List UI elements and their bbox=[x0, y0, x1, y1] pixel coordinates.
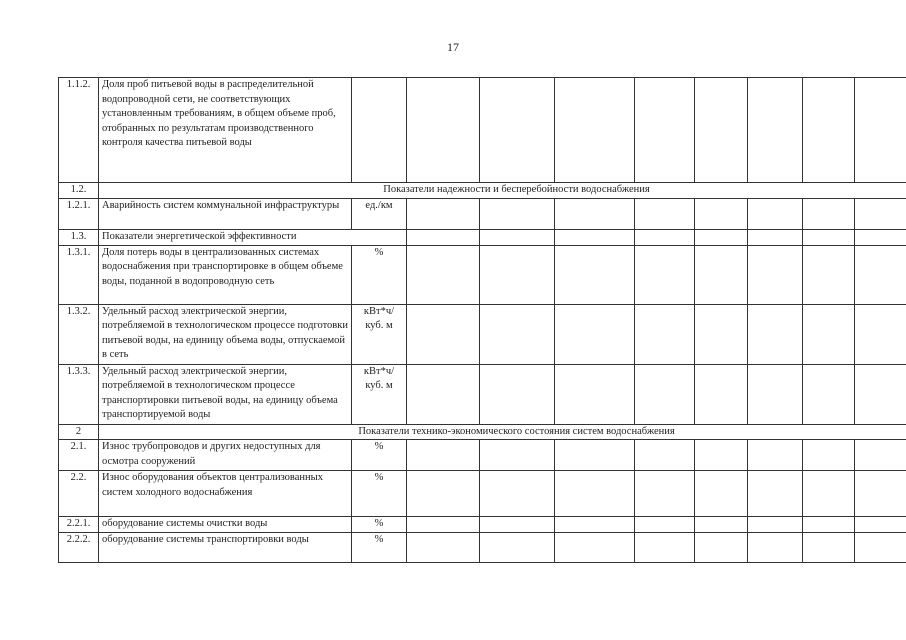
value-cell bbox=[480, 78, 555, 183]
value-cell bbox=[803, 304, 855, 364]
value-cell bbox=[855, 245, 906, 304]
unit-cell: % bbox=[352, 471, 407, 517]
row-number: 1.3.3. bbox=[59, 364, 99, 424]
value-cell bbox=[803, 199, 855, 230]
value-cell bbox=[748, 304, 803, 364]
value-cell bbox=[855, 304, 906, 364]
value-cell bbox=[555, 304, 635, 364]
value-cell bbox=[748, 364, 803, 424]
value-cell bbox=[855, 364, 906, 424]
value-cell bbox=[748, 230, 803, 246]
value-cell bbox=[635, 517, 695, 533]
indicator-name: Износ оборудования объектов централизованных систем холодного водоснабжения bbox=[99, 471, 352, 517]
value-cell bbox=[555, 199, 635, 230]
unit-cell: кВт*ч/ куб. м bbox=[352, 364, 407, 424]
value-cell bbox=[407, 517, 480, 533]
row-number: 1.3.1. bbox=[59, 245, 99, 304]
value-cell bbox=[803, 440, 855, 471]
value-cell bbox=[480, 471, 555, 517]
value-cell bbox=[555, 532, 635, 562]
value-cell bbox=[480, 199, 555, 230]
value-cell bbox=[635, 199, 695, 230]
indicator-name: Доля потерь воды в централизованных системах водоснабжения при транспортировке в общем объеме воды, поданной в водопроводную сеть bbox=[99, 245, 352, 304]
value-cell bbox=[555, 245, 635, 304]
value-cell bbox=[407, 78, 480, 183]
value-cell bbox=[555, 440, 635, 471]
value-cell bbox=[635, 304, 695, 364]
value-cell bbox=[480, 364, 555, 424]
value-cell bbox=[695, 532, 748, 562]
indicator-name: Удельный расход электрической энергии, потребляемой в технологическом процессе подготовки питьевой воды, на единицу объема воды, отпускаемой в сеть bbox=[99, 304, 352, 364]
table-row bbox=[59, 440, 906, 471]
table-row bbox=[59, 471, 906, 517]
value-cell bbox=[855, 199, 906, 230]
unit-cell bbox=[352, 78, 407, 183]
value-cell bbox=[695, 440, 748, 471]
value-cell bbox=[635, 230, 695, 246]
value-cell bbox=[748, 78, 803, 183]
indicator-name: Износ трубопроводов и других недоступных для осмотра сооружений bbox=[99, 440, 352, 471]
value-cell bbox=[555, 230, 635, 246]
value-cell bbox=[407, 245, 480, 304]
indicator-name: Аварийность систем коммунальной инфраструктуры bbox=[99, 199, 352, 230]
unit-cell: % bbox=[352, 440, 407, 471]
value-cell bbox=[695, 230, 748, 246]
table-row bbox=[59, 532, 906, 562]
value-cell bbox=[803, 471, 855, 517]
unit-cell: % bbox=[352, 245, 407, 304]
value-cell bbox=[480, 532, 555, 562]
section-title: Показатели надежности и бесперебойности водоснабжения bbox=[99, 183, 906, 199]
indicator-name: Доля проб питьевой воды в распределительной водопроводной сети, не соответствующих установленным требованиям, в общем объеме проб, отобранных по результатам производственного контроля качества питьевой воды bbox=[99, 78, 352, 183]
row-number: 1.3.2. bbox=[59, 304, 99, 364]
value-cell bbox=[803, 230, 855, 246]
value-cell bbox=[748, 471, 803, 517]
value-cell bbox=[748, 532, 803, 562]
value-cell bbox=[803, 532, 855, 562]
indicator-name: оборудование системы транспортировки воды bbox=[99, 532, 352, 562]
value-cell bbox=[748, 517, 803, 533]
value-cell bbox=[748, 199, 803, 230]
value-cell bbox=[480, 304, 555, 364]
value-cell bbox=[635, 364, 695, 424]
value-cell bbox=[407, 199, 480, 230]
value-cell bbox=[855, 440, 906, 471]
value-cell bbox=[635, 471, 695, 517]
value-cell bbox=[803, 78, 855, 183]
row-number: 1.2. bbox=[59, 183, 99, 199]
row-number: 2.2.2. bbox=[59, 532, 99, 562]
value-cell bbox=[748, 245, 803, 304]
value-cell bbox=[855, 78, 906, 183]
row-number: 1.2.1. bbox=[59, 199, 99, 230]
value-cell bbox=[695, 364, 748, 424]
unit-cell: ед./км bbox=[352, 199, 407, 230]
value-cell bbox=[695, 245, 748, 304]
section-row bbox=[59, 424, 906, 440]
value-cell bbox=[803, 364, 855, 424]
row-number: 2.2. bbox=[59, 471, 99, 517]
value-cell bbox=[480, 230, 555, 246]
unit-cell: % bbox=[352, 517, 407, 533]
value-cell bbox=[555, 78, 635, 183]
value-cell bbox=[803, 245, 855, 304]
unit-cell: % bbox=[352, 532, 407, 562]
value-cell bbox=[855, 230, 906, 246]
row-number: 2.2.1. bbox=[59, 517, 99, 533]
table-row bbox=[59, 364, 906, 424]
row-number: 1.1.2. bbox=[59, 78, 99, 183]
table-row bbox=[59, 78, 906, 183]
value-cell bbox=[635, 245, 695, 304]
value-cell bbox=[635, 440, 695, 471]
value-cell bbox=[855, 517, 906, 533]
value-cell bbox=[407, 471, 480, 517]
unit-cell: кВт*ч/ куб. м bbox=[352, 304, 407, 364]
value-cell bbox=[480, 245, 555, 304]
section-row bbox=[59, 230, 906, 246]
table-row bbox=[59, 304, 906, 364]
table-row bbox=[59, 517, 906, 533]
value-cell bbox=[407, 364, 480, 424]
value-cell bbox=[748, 440, 803, 471]
value-cell bbox=[555, 517, 635, 533]
value-cell bbox=[555, 364, 635, 424]
value-cell bbox=[480, 440, 555, 471]
indicator-name: оборудование системы очистки воды bbox=[99, 517, 352, 533]
value-cell bbox=[855, 471, 906, 517]
value-cell bbox=[635, 78, 695, 183]
value-cell bbox=[555, 471, 635, 517]
value-cell bbox=[695, 517, 748, 533]
value-cell bbox=[480, 517, 555, 533]
value-cell bbox=[407, 440, 480, 471]
page-number: 17 bbox=[447, 40, 459, 54]
section-row bbox=[59, 183, 906, 199]
section-title: Показатели технико-экономического состояния систем водоснабжения bbox=[99, 424, 906, 440]
row-number: 2.1. bbox=[59, 440, 99, 471]
row-number: 1.3. bbox=[59, 230, 99, 246]
value-cell bbox=[695, 304, 748, 364]
subsection-title: Показатели энергетической эффективности bbox=[99, 230, 407, 246]
value-cell bbox=[695, 471, 748, 517]
value-cell bbox=[407, 230, 480, 246]
value-cell bbox=[407, 304, 480, 364]
value-cell bbox=[407, 532, 480, 562]
value-cell bbox=[635, 532, 695, 562]
value-cell bbox=[695, 78, 748, 183]
indicators-table bbox=[58, 77, 906, 563]
value-cell bbox=[803, 517, 855, 533]
indicator-name: Удельный расход электрической энергии, потребляемой в технологическом процессе транспортировки питьевой воды, на единицу объема транспортируемой воды bbox=[99, 364, 352, 424]
row-number: 2 bbox=[59, 424, 99, 440]
table-row bbox=[59, 245, 906, 304]
value-cell bbox=[855, 532, 906, 562]
value-cell bbox=[695, 199, 748, 230]
table-row bbox=[59, 199, 906, 230]
